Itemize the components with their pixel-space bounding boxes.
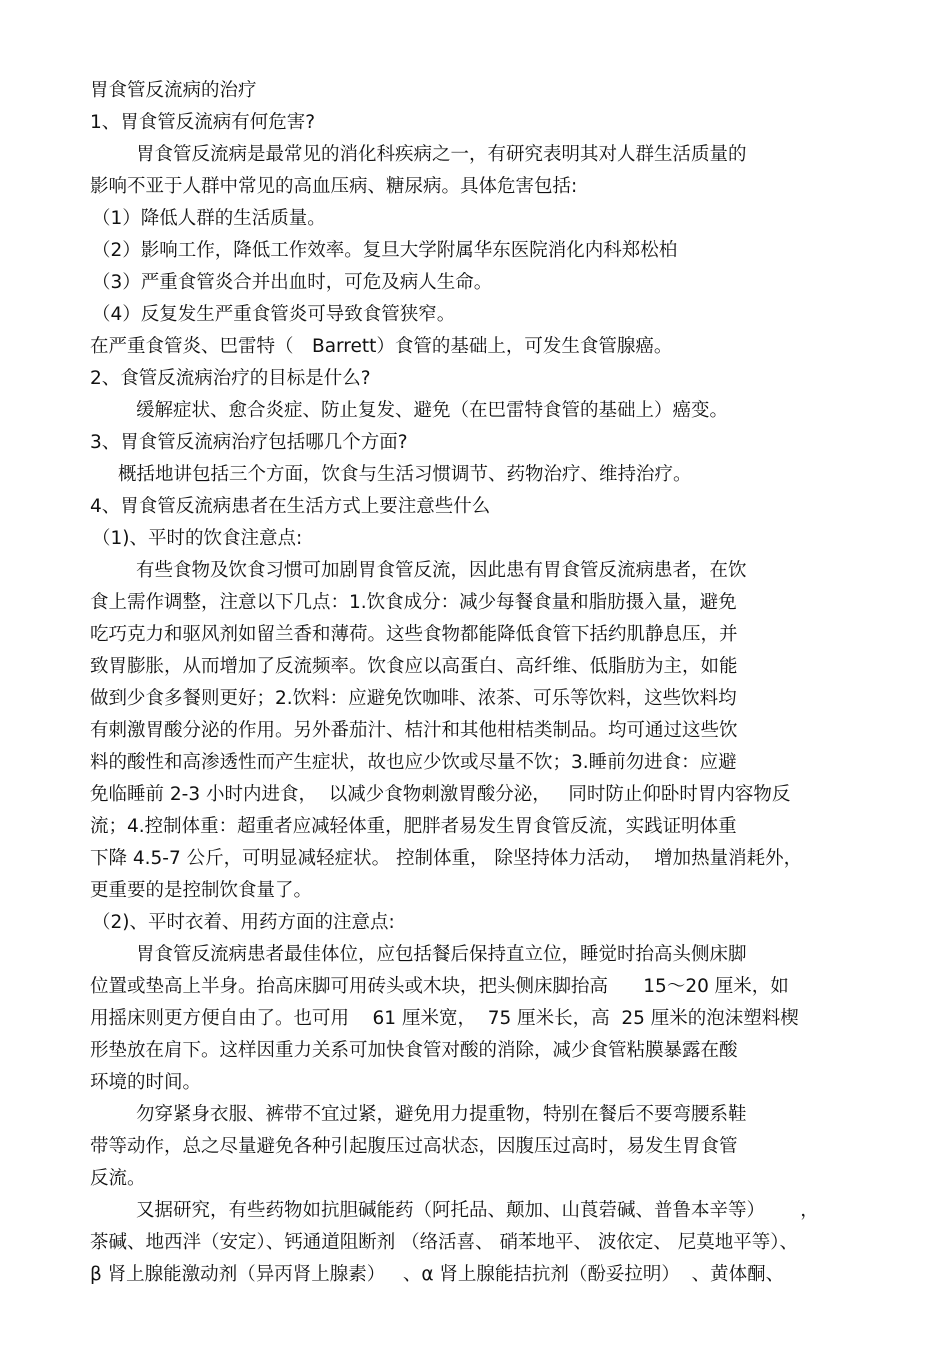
paragraph-line: 茶碱、地西泮（安定）、钙通道阻断剂 （络活喜、 硝苯地平、 波依定、 尼莫地平等）、 — [90, 1232, 799, 1253]
paragraph-line: 有些食物及饮食习惯可加剧胃食管反流，因此患有胃食管反流病患者，在饮 — [136, 560, 747, 581]
paragraph-line: 影响不亚于人群中常见的高血压病、糖尿病。具体危害包括: — [90, 176, 578, 197]
list-item: （1）降低人群的生活质量。 — [92, 208, 326, 229]
paragraph-line: 有刺激胃酸分泌的作用。另外番茄汁、桔汁和其他柑桔类制品。均可通过这些饮 — [90, 720, 738, 741]
paragraph-line: 免临睡前 2-3 小时内进食， 以减少食物刺激胃酸分泌， 同时防止仰卧时胃内容物反 — [90, 784, 791, 805]
paragraph-line: 又据研究，有些药物如抗胆碱能药（阿托品、颠加、山莨菪碱、普鲁本辛等） ， — [136, 1200, 819, 1221]
paragraph-line: 用摇床则更方便自由了。也可用 61 厘米宽， 75 厘米长，高 25 厘米的泡沫塑料楔 — [90, 1008, 799, 1029]
paragraph-line: 致胃膨胀，从而增加了反流频率。饮食应以高蛋白、高纤维、低脂肪为主，如能 — [90, 656, 738, 677]
paragraph-line: 位置或垫高上半身。抬高床脚可用砖头或木块，把头侧床脚抬高 15～20 厘米，如 — [90, 976, 789, 997]
paragraph-line: 更重要的是控制饮食量了。 — [90, 880, 313, 901]
paragraph-line: 胃食管反流病患者最佳体位，应包括餐后保持直立位，睡觉时抬高头侧床脚 — [136, 944, 747, 965]
list-item: （2）影响工作，降低工作效率。复旦大学附属华东医院消化内科郑松柏 — [92, 240, 678, 261]
paragraph-line: 概括地讲包括三个方面，饮食与生活习惯调节、药物治疗、维持治疗。 — [118, 464, 692, 485]
paragraph-line: 料的酸性和高渗透性而产生症状，故也应少饮或尽量不饮；3.睡前勿进食：应避 — [90, 752, 737, 773]
paragraph-line: 流；4.控制体重：超重者应减轻体重，肥胖者易发生胃食管反流，实践证明体重 — [90, 816, 737, 837]
paragraph-line: 吃巧克力和驱风剂如留兰香和薄荷。这些食物都能降低食管下括约肌静息压，并 — [90, 624, 738, 645]
document-title: 胃食管反流病的治疗 — [90, 80, 257, 101]
paragraph-line: 在严重食管炎、巴雷特（ Barrett）食管的基础上，可发生食管腺癌。 — [90, 336, 673, 357]
list-item: （4）反复发生严重食管炎可导致食管狭窄。 — [92, 304, 456, 325]
paragraph-line: 缓解症状、愈合炎症、防止复发、避免（在巴雷特食管的基础上）癌变。 — [136, 400, 729, 421]
paragraph-line: 形垫放在肩下。这样因重力关系可加快食管对酸的消除，减少食管粘膜暴露在酸 — [90, 1040, 738, 1061]
subsection-heading: （2)、平时衣着、用药方面的注意点: — [92, 912, 395, 933]
paragraph-line: 环境的时间。 — [90, 1072, 202, 1093]
paragraph-line: 胃食管反流病是最常见的消化科疾病之一，有研究表明其对人群生活质量的 — [136, 144, 747, 165]
section-heading-1: 1、胃食管反流病有何危害? — [90, 112, 316, 133]
list-item: （3）严重食管炎合并出血时，可危及病人生命。 — [92, 272, 493, 293]
paragraph-line: 下降 4.5-7 公斤，可明显减轻症状。 控制体重， 除坚持体力活动， 增加热量消耗外， — [90, 848, 803, 869]
paragraph-line: 勿穿紧身衣服、裤带不宜过紧，避免用力提重物，特别在餐后不要弯腰系鞋 — [136, 1104, 747, 1125]
section-heading-4: 4、胃食管反流病患者在生活方式上要注意些什么 — [90, 496, 491, 517]
paragraph-line: 带等动作，总之尽量避免各种引起腹压过高状态，因腹压过高时，易发生胃食管 — [90, 1136, 738, 1157]
subsection-heading: （1)、平时的饮食注意点: — [92, 528, 303, 549]
paragraph-line: 做到少食多餐则更好；2.饮料：应避免饮咖啡、浓茶、可乐等饮料，这些饮料均 — [90, 688, 737, 709]
section-heading-2: 2、食管反流病治疗的目标是什么? — [90, 368, 371, 389]
section-heading-3: 3、胃食管反流病治疗包括哪几个方面? — [90, 432, 408, 453]
paragraph-line: 反流。 — [90, 1168, 146, 1189]
paragraph-line: 食上需作调整，注意以下几点：1.饮食成分：减少每餐食量和脂肪摄入量，避免 — [90, 592, 737, 613]
paragraph-line: β 肾上腺能激动剂（异丙肾上腺素） 、α 肾上腺能拮抗剂（酚妥拉明） 、黄体酮、 — [90, 1264, 785, 1285]
